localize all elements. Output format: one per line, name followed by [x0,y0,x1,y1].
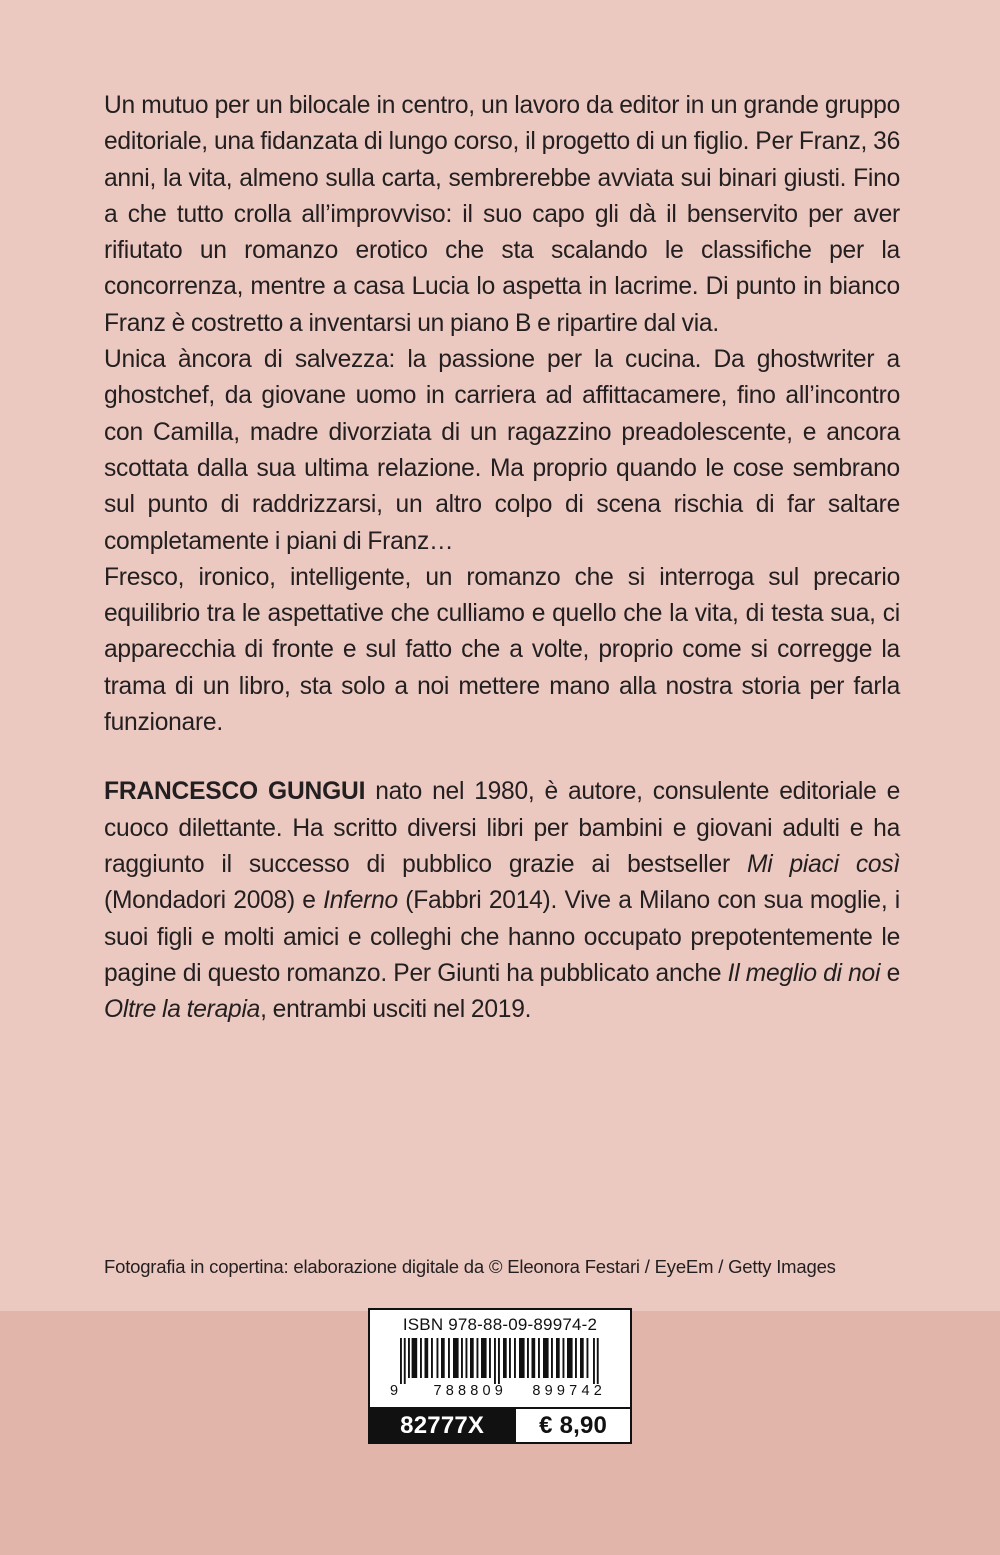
author-bio-segment-2: (Mondadori 2008) e [104,887,324,915]
synopsis-paragraph-2: Unica àncora di salvezza: la passione per la cucina. Da ghostwriter a ghostchef, da giovane uomo in carriera ad affittacamere, fino all’incontro con Camilla, madre divorziata di un ragazzino preadolescente, e ancora scottata dalla sua ultima relazione. Ma proprio quando le cose sembrano sul punto di raddrizzarsi, un altro colpo di scena rischia di far saltare completamente i piani di Franz… [104,346,900,555]
back-cover-text-column [104,88,900,1028]
barcode-upper-section [370,1310,630,1409]
synopsis-paragraph-3: Fresco, ironico, intelligente, un romanzo che si interroga sul precario equilibrio tra le aspettative che culliamo e quello che la vita, di testa sua, ci apparecchia di fronte e sul fatto che a volte, proprio come si corregge la trama di un libro, sta solo a noi mettere mano alla nostra storia per farla funzionare. [104,563,900,737]
author-bio-paragraph [104,774,900,1028]
book-title-oltre-la-terapia: Oltre la terapia [104,996,261,1024]
isbn-barcode-block [368,1308,632,1444]
barcode-digits-left: 788809 [433,1383,508,1399]
barcode-bars-wrapper [390,1338,610,1399]
barcode-human-readable-digits [390,1382,610,1400]
barcode-lower-section [370,1409,630,1442]
barcode-digit-lead: 9 [390,1383,399,1399]
synopsis-paragraph-1: Un mutuo per un bilocale in centro, un lavoro da editor in un grande gruppo editoriale, una fidanzata di lungo corso, il progetto di un figlio. Per Franz, 36 anni, la vita, almeno sulla carta, sembrerebbe avviata sui binari giusti. Fino a che tutto crolla all’improvviso: il suo capo gli dà il benservito per aver rifiutato un romanzo erotico che sta scalando le classifiche per la concorrenza, mentre a casa Lucia lo aspetta in lacrime. Di punto in bianco Franz è costretto a inventarsi un piano B e ripartire dal via. [104,92,900,337]
price-badge: € 8,90 [514,1409,630,1442]
author-bio-segment-5: , entrambi usciti nel 2019. [260,996,532,1024]
barcode-digits-right: 899742 [532,1383,606,1399]
book-title-il-meglio-di-noi: Il meglio di noi [727,959,881,987]
author-bio-segment-3: (Fabbri 2014). Vive a Milano con sua moglie, i suoi figli e molti amici e colleghi che hanno occupato prepotentemente le pagine di questo romanzo. Per Giunti ha pubblicato anche [104,887,900,987]
book-title-mi-piaci-cosi: Mi piaci così [746,850,900,878]
isbn-number-label: ISBN 978-88-09-89974-2 [402,1315,598,1334]
photo-credit-line: Fotografia in copertina: elaborazione digitale da © Eleonora Festari / EyeEm / Getty Images [104,1256,836,1277]
author-bio-segment-1: nato nel 1980, è autore, consulente editoriale e cuoco dilettante. Ha scritto diversi libri per bambini e giovani adulti e ha raggiunto il successo di pubblico grazie ai bestseller [104,778,900,878]
author-bio-segment-4: e [880,959,900,987]
ean13-barcode-graphic [390,1338,610,1384]
book-title-inferno: Inferno [323,887,398,915]
author-name: FRANCESCO GUNGUI [104,778,366,806]
internal-code-badge: 82777X [370,1409,514,1442]
